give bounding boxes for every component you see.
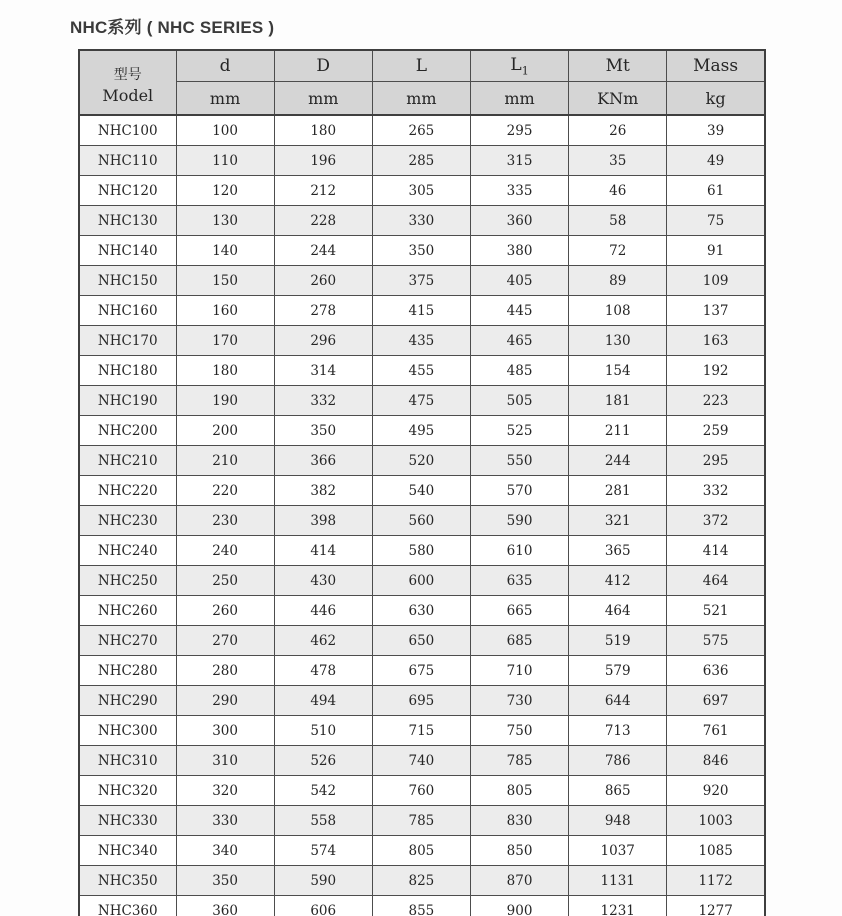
column-header-Mass (667, 50, 765, 82)
value-cell: 360 (176, 896, 274, 916)
value-cell: 196 (274, 146, 372, 176)
value-cell: 580 (372, 536, 470, 566)
value-cell: 495 (372, 416, 470, 446)
value-cell: 510 (274, 716, 372, 746)
value-cell: 570 (470, 476, 568, 506)
model-cell: NHC180 (79, 356, 176, 386)
value-cell: 340 (176, 836, 274, 866)
value-cell: 100 (176, 115, 274, 146)
model-cell: NHC100 (79, 115, 176, 146)
value-cell: 785 (470, 746, 568, 776)
value-cell: 260 (176, 596, 274, 626)
model-cell: NHC160 (79, 296, 176, 326)
model-cell: NHC170 (79, 326, 176, 356)
model-header-en: Model (102, 85, 154, 105)
value-cell: 180 (176, 356, 274, 386)
value-cell: 285 (372, 146, 470, 176)
value-cell: 550 (470, 446, 568, 476)
value-cell: 330 (372, 206, 470, 236)
model-cell: NHC110 (79, 146, 176, 176)
value-cell: 321 (569, 506, 667, 536)
table-row (79, 716, 765, 746)
model-cell: NHC210 (79, 446, 176, 476)
value-cell: 335 (470, 176, 568, 206)
column-header-D (274, 50, 372, 82)
value-cell: 446 (274, 596, 372, 626)
value-cell: 464 (667, 566, 765, 596)
value-cell: 475 (372, 386, 470, 416)
table-row (79, 356, 765, 386)
value-cell: 35 (569, 146, 667, 176)
value-cell: 760 (372, 776, 470, 806)
value-cell: 295 (667, 446, 765, 476)
value-cell: 49 (667, 146, 765, 176)
value-cell: 398 (274, 506, 372, 536)
value-cell: 230 (176, 506, 274, 536)
table-row (79, 236, 765, 266)
value-cell: 244 (569, 446, 667, 476)
value-cell: 320 (176, 776, 274, 806)
value-cell: 785 (372, 806, 470, 836)
model-cell: NHC260 (79, 596, 176, 626)
value-cell: 1172 (667, 866, 765, 896)
value-cell: 920 (667, 776, 765, 806)
value-cell: 1037 (569, 836, 667, 866)
value-cell: 212 (274, 176, 372, 206)
model-cell: NHC290 (79, 686, 176, 716)
value-cell: 710 (470, 656, 568, 686)
model-cell: NHC150 (79, 266, 176, 296)
value-cell: 228 (274, 206, 372, 236)
model-cell: NHC240 (79, 536, 176, 566)
value-cell: 850 (470, 836, 568, 866)
value-cell: 560 (372, 506, 470, 536)
value-cell: 154 (569, 356, 667, 386)
table-row (79, 206, 765, 236)
value-cell: 526 (274, 746, 372, 776)
value-cell: 630 (372, 596, 470, 626)
value-cell: 870 (470, 866, 568, 896)
value-cell: 730 (470, 686, 568, 716)
value-cell: 89 (569, 266, 667, 296)
value-cell: 372 (667, 506, 765, 536)
model-cell: NHC280 (79, 656, 176, 686)
value-cell: 160 (176, 296, 274, 326)
model-cell: NHC270 (79, 626, 176, 656)
column-label: L (510, 54, 522, 75)
value-cell: 1085 (667, 836, 765, 866)
value-cell: 300 (176, 716, 274, 746)
value-cell: 210 (176, 446, 274, 476)
value-cell: 305 (372, 176, 470, 206)
value-cell: 846 (667, 746, 765, 776)
model-cell: NHC300 (79, 716, 176, 746)
table-row (79, 596, 765, 626)
value-cell: 278 (274, 296, 372, 326)
value-cell: 405 (470, 266, 568, 296)
value-cell: 575 (667, 626, 765, 656)
model-cell: NHC320 (79, 776, 176, 806)
column-label: Mt (605, 56, 630, 76)
value-cell: 521 (667, 596, 765, 626)
value-cell: 855 (372, 896, 470, 916)
model-cell: NHC360 (79, 896, 176, 916)
value-cell: 170 (176, 326, 274, 356)
value-cell: 465 (470, 326, 568, 356)
table-row (79, 176, 765, 206)
value-cell: 223 (667, 386, 765, 416)
value-cell: 445 (470, 296, 568, 326)
value-cell: 375 (372, 266, 470, 296)
value-cell: 685 (470, 626, 568, 656)
value-cell: 332 (274, 386, 372, 416)
value-cell: 520 (372, 446, 470, 476)
value-cell: 350 (274, 416, 372, 446)
value-cell: 181 (569, 386, 667, 416)
value-cell: 190 (176, 386, 274, 416)
column-label-subscript: 1 (521, 64, 529, 78)
value-cell: 140 (176, 236, 274, 266)
value-cell: 310 (176, 746, 274, 776)
value-cell: 350 (176, 866, 274, 896)
value-cell: 478 (274, 656, 372, 686)
value-cell: 786 (569, 746, 667, 776)
value-cell: 715 (372, 716, 470, 746)
column-header-Mt (569, 50, 667, 82)
table-row (79, 656, 765, 686)
value-cell: 314 (274, 356, 372, 386)
value-cell: 61 (667, 176, 765, 206)
model-cell: NHC120 (79, 176, 176, 206)
value-cell: 137 (667, 296, 765, 326)
value-cell: 455 (372, 356, 470, 386)
value-cell: 542 (274, 776, 372, 806)
page-title: NHC系列 ( NHC SERIES ) (70, 18, 275, 37)
header-row-units (79, 82, 765, 116)
table-row (79, 386, 765, 416)
value-cell: 360 (470, 206, 568, 236)
value-cell: 382 (274, 476, 372, 506)
value-cell: 265 (372, 115, 470, 146)
value-cell: 948 (569, 806, 667, 836)
value-cell: 415 (372, 296, 470, 326)
value-cell: 350 (372, 236, 470, 266)
value-cell: 120 (176, 176, 274, 206)
value-cell: 558 (274, 806, 372, 836)
column-label: D (316, 56, 331, 76)
value-cell: 697 (667, 686, 765, 716)
value-cell: 635 (470, 566, 568, 596)
value-cell: 259 (667, 416, 765, 446)
model-cell: NHC350 (79, 866, 176, 896)
nhc-series-spec-table (78, 49, 766, 916)
table-row (79, 476, 765, 506)
table-row (79, 896, 765, 916)
value-cell: 600 (372, 566, 470, 596)
value-cell: 220 (176, 476, 274, 506)
value-cell: 505 (470, 386, 568, 416)
value-cell: 540 (372, 476, 470, 506)
value-cell: 244 (274, 236, 372, 266)
table-header (79, 50, 765, 115)
value-cell: 130 (569, 326, 667, 356)
value-cell: 414 (274, 536, 372, 566)
table-row (79, 746, 765, 776)
value-cell: 750 (470, 716, 568, 746)
value-cell: 825 (372, 866, 470, 896)
value-cell: 650 (372, 626, 470, 656)
value-cell: 519 (569, 626, 667, 656)
value-cell: 295 (470, 115, 568, 146)
table-row (79, 836, 765, 866)
value-cell: 525 (470, 416, 568, 446)
value-cell: 412 (569, 566, 667, 596)
model-cell: NHC310 (79, 746, 176, 776)
value-cell: 900 (470, 896, 568, 916)
column-unit-L: mm (372, 82, 470, 116)
column-header-d (176, 50, 274, 82)
value-cell: 590 (274, 866, 372, 896)
value-cell: 296 (274, 326, 372, 356)
model-cell: NHC130 (79, 206, 176, 236)
value-cell: 260 (274, 266, 372, 296)
value-cell: 713 (569, 716, 667, 746)
value-cell: 46 (569, 176, 667, 206)
table-row (79, 296, 765, 326)
table-row (79, 776, 765, 806)
column-unit-Mt: KNm (569, 82, 667, 116)
table-row (79, 626, 765, 656)
value-cell: 805 (372, 836, 470, 866)
value-cell: 830 (470, 806, 568, 836)
table-row (79, 416, 765, 446)
column-label: d (219, 56, 231, 76)
value-cell: 163 (667, 326, 765, 356)
value-cell: 675 (372, 656, 470, 686)
value-cell: 200 (176, 416, 274, 446)
value-cell: 414 (667, 536, 765, 566)
table-row (79, 806, 765, 836)
column-header-L1 (470, 50, 568, 82)
column-unit-L1: mm (470, 82, 568, 116)
value-cell: 574 (274, 836, 372, 866)
table-row (79, 446, 765, 476)
value-cell: 211 (569, 416, 667, 446)
value-cell: 58 (569, 206, 667, 236)
value-cell: 250 (176, 566, 274, 596)
value-cell: 606 (274, 896, 372, 916)
value-cell: 740 (372, 746, 470, 776)
value-cell: 462 (274, 626, 372, 656)
value-cell: 72 (569, 236, 667, 266)
value-cell: 290 (176, 686, 274, 716)
table-row (79, 506, 765, 536)
model-cell: NHC340 (79, 836, 176, 866)
value-cell: 805 (470, 776, 568, 806)
value-cell: 380 (470, 236, 568, 266)
model-header-zh: 型号 (113, 66, 142, 83)
column-unit-Mass: kg (667, 82, 765, 116)
value-cell: 665 (470, 596, 568, 626)
value-cell: 192 (667, 356, 765, 386)
table-row (79, 566, 765, 596)
column-header-L (372, 50, 470, 82)
column-unit-d: mm (176, 82, 274, 116)
table-row (79, 866, 765, 896)
value-cell: 150 (176, 266, 274, 296)
value-cell: 332 (667, 476, 765, 506)
value-cell: 430 (274, 566, 372, 596)
value-cell: 270 (176, 626, 274, 656)
value-cell: 464 (569, 596, 667, 626)
value-cell: 1003 (667, 806, 765, 836)
value-cell: 365 (569, 536, 667, 566)
value-cell: 280 (176, 656, 274, 686)
value-cell: 695 (372, 686, 470, 716)
model-cell: NHC250 (79, 566, 176, 596)
value-cell: 108 (569, 296, 667, 326)
value-cell: 485 (470, 356, 568, 386)
value-cell: 240 (176, 536, 274, 566)
value-cell: 75 (667, 206, 765, 236)
table-row (79, 326, 765, 356)
value-cell: 590 (470, 506, 568, 536)
table-row (79, 536, 765, 566)
value-cell: 761 (667, 716, 765, 746)
value-cell: 644 (569, 686, 667, 716)
value-cell: 26 (569, 115, 667, 146)
value-cell: 180 (274, 115, 372, 146)
table-row (79, 146, 765, 176)
value-cell: 281 (569, 476, 667, 506)
table-body (79, 115, 765, 916)
value-cell: 1131 (569, 866, 667, 896)
value-cell: 579 (569, 656, 667, 686)
column-header-model (79, 50, 176, 115)
value-cell: 865 (569, 776, 667, 806)
model-cell: NHC230 (79, 506, 176, 536)
value-cell: 330 (176, 806, 274, 836)
value-cell: 1231 (569, 896, 667, 916)
table-row (79, 115, 765, 146)
value-cell: 130 (176, 206, 274, 236)
header-row-labels (79, 50, 765, 82)
model-cell: NHC330 (79, 806, 176, 836)
value-cell: 315 (470, 146, 568, 176)
table-row (79, 266, 765, 296)
model-cell: NHC140 (79, 236, 176, 266)
value-cell: 435 (372, 326, 470, 356)
value-cell: 494 (274, 686, 372, 716)
model-cell: NHC200 (79, 416, 176, 446)
value-cell: 91 (667, 236, 765, 266)
model-cell: NHC220 (79, 476, 176, 506)
value-cell: 110 (176, 146, 274, 176)
column-label: L (415, 56, 428, 76)
value-cell: 109 (667, 266, 765, 296)
table-row (79, 686, 765, 716)
value-cell: 366 (274, 446, 372, 476)
value-cell: 39 (667, 115, 765, 146)
column-unit-D: mm (274, 82, 372, 116)
value-cell: 636 (667, 656, 765, 686)
value-cell: 610 (470, 536, 568, 566)
value-cell: 1277 (667, 896, 765, 916)
model-cell: NHC190 (79, 386, 176, 416)
column-label: Mass (693, 56, 739, 76)
